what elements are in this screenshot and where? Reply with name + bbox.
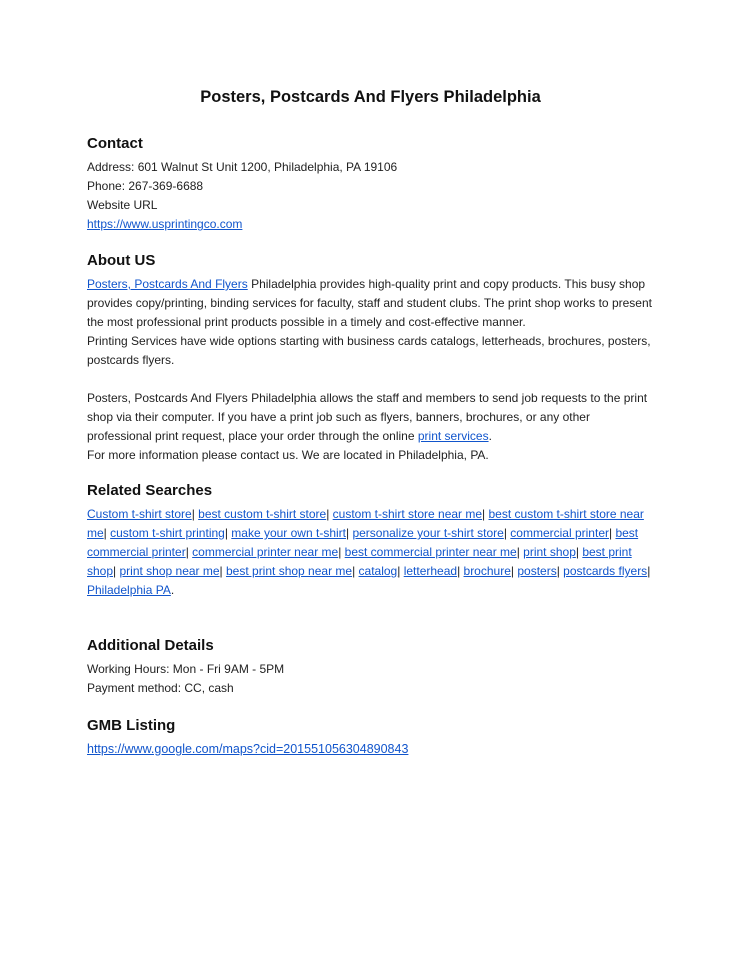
link-separator: | — [224, 526, 232, 540]
contact-address: Address: 601 Walnut St Unit 1200, Philadelphia, PA 19106 — [87, 160, 398, 174]
related-search-link[interactable]: best print shop near me — [226, 564, 353, 578]
related-links-list — [87, 505, 657, 600]
website-label: Website URL — [87, 198, 158, 212]
print-services-link[interactable]: print services — [417, 429, 489, 443]
related-search-link[interactable]: print shop near me — [119, 564, 220, 578]
related-search-link[interactable]: commercial printer — [510, 526, 609, 540]
about-paragraph-3 — [87, 389, 657, 446]
related-search-link[interactable]: make your own t-shirt — [231, 526, 346, 540]
related-search-link[interactable]: print shop — [523, 545, 576, 559]
about-section — [87, 251, 657, 465]
link-separator: | — [338, 545, 345, 559]
related-search-link[interactable]: postcards flyers — [563, 564, 648, 578]
gmb-section — [87, 716, 657, 759]
related-search-link[interactable]: Philadelphia PA — [87, 583, 171, 597]
about-paragraph-4: For more information please contact us. We are located in Philadelphia, PA. — [87, 448, 489, 462]
related-search-link[interactable]: best commercial printer near me — [344, 545, 517, 559]
link-separator: | — [397, 564, 404, 578]
working-hours: Working Hours: Mon - Fri 9AM - 5PM — [87, 662, 285, 676]
website-link[interactable]: https://www.usprintingco.com — [87, 217, 243, 231]
related-search-link[interactable]: best commercial printer — [87, 526, 639, 559]
link-separator: | — [326, 507, 333, 521]
about-heading: About US — [87, 252, 156, 269]
link-separator: | — [457, 564, 464, 578]
related-search-link[interactable]: posters — [517, 564, 557, 578]
link-separator: | — [345, 526, 353, 540]
link-separator: | — [609, 526, 616, 540]
related-search-link[interactable]: Custom t-shirt store — [87, 507, 192, 521]
related-search-link[interactable]: letterhead — [403, 564, 458, 578]
additional-section — [87, 636, 657, 698]
page-title: Posters, Postcards And Flyers Philadelphia — [200, 88, 541, 106]
about-paragraph-2: Printing Services have wide options starting with business cards catalogs, letterheads, brochures, posters, postcards flyers. — [87, 334, 651, 367]
related-search-link[interactable]: custom t-shirt printing — [110, 526, 225, 540]
about-paragraph-3-text: Posters, Postcards And Flyers Philadelphia allows the staff and members to send job requests to the print shop via their computer. If you have a print job such as flyers, banners, brochures, or any other professional print request, place your order through the online — [87, 391, 648, 443]
posters-link[interactable]: Posters, Postcards And Flyers — [87, 277, 248, 291]
link-separator: | — [113, 564, 120, 578]
related-heading: Related Searches — [87, 482, 213, 499]
list-end: . — [170, 583, 175, 597]
link-separator: | — [482, 507, 489, 521]
additional-heading: Additional Details — [87, 637, 214, 654]
contact-phone: Phone: 267-369-6688 — [87, 179, 204, 193]
contact-heading: Contact — [87, 135, 143, 152]
related-search-link[interactable]: commercial printer near me — [192, 545, 339, 559]
link-separator: | — [103, 526, 111, 540]
link-separator: | — [575, 545, 583, 559]
related-search-link[interactable]: personalize your t-shirt store — [352, 526, 504, 540]
related-search-link[interactable]: custom t-shirt store near me — [332, 507, 483, 521]
related-search-link[interactable]: brochure — [463, 564, 511, 578]
related-search-link[interactable]: best print shop — [87, 545, 632, 578]
link-separator: | — [647, 564, 651, 578]
gmb-heading: GMB Listing — [87, 717, 176, 734]
link-separator: | — [185, 545, 193, 559]
about-paragraph-1 — [87, 275, 657, 332]
link-separator: | — [556, 564, 564, 578]
related-search-link[interactable]: catalog — [358, 564, 398, 578]
gmb-link[interactable]: https://www.google.com/maps?cid=201551056304890843 — [87, 742, 409, 756]
related-search-link[interactable]: best custom t-shirt store — [198, 507, 327, 521]
about-paragraph-3-end: . — [488, 429, 492, 443]
link-separator: | — [510, 564, 518, 578]
about-paragraph-1-text: Philadelphia provides high-quality print and copy products. This busy shop provides copy/printing, binding services for faculty, staff and student clubs. The print shop works to present the most professional print products possible in a timely and cost-effective manner. — [87, 277, 652, 329]
payment-method: Payment method: CC, cash — [87, 681, 234, 695]
contact-section — [87, 134, 657, 234]
related-search-link[interactable]: best custom t-shirt store near me — [87, 507, 644, 540]
link-separator: | — [503, 526, 511, 540]
link-separator: | — [191, 507, 199, 521]
link-separator: | — [352, 564, 359, 578]
link-separator: | — [219, 564, 226, 578]
related-section — [87, 481, 657, 600]
link-separator: | — [516, 545, 524, 559]
